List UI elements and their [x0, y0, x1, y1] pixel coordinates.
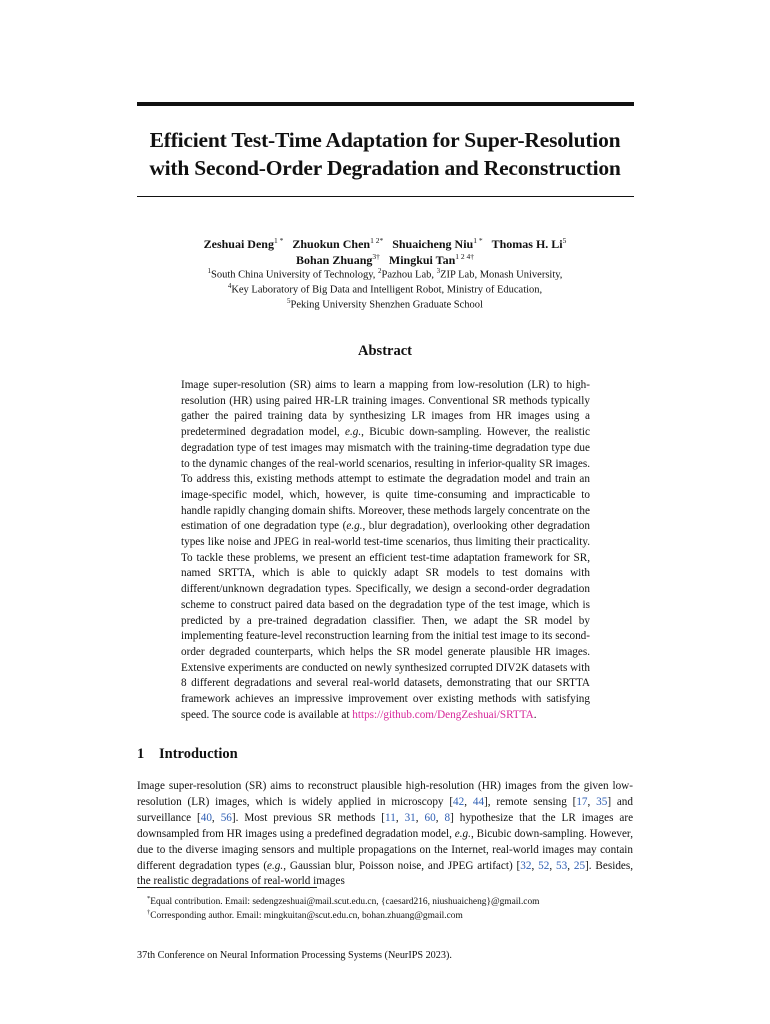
- citation-separator: ,: [531, 859, 539, 872]
- author-marker: 1 *: [473, 236, 483, 245]
- footnote-text: Equal contribution. Email: sedengzeshuai@mail.scut.edu.cn, {caesard216, niushuaicheng}@gmail.com: [150, 897, 540, 908]
- section-heading: [137, 746, 238, 763]
- affil-marker: 3: [436, 267, 441, 275]
- author-name: Shuaicheng Niu: [392, 237, 474, 251]
- citation-link[interactable]: 44: [472, 795, 485, 808]
- citation-separator: ,: [567, 859, 574, 872]
- citation-separator: ,: [464, 795, 473, 808]
- footnote-marker: †: [147, 909, 151, 916]
- citation-link[interactable]: 52: [538, 859, 550, 872]
- intro-text: ]. Most previous SR methods [: [231, 811, 386, 824]
- title-bottom-rule: [137, 196, 634, 197]
- citation-separator: ,: [549, 859, 556, 872]
- citation-separator: ,: [587, 795, 597, 808]
- affil-marker: 4: [227, 282, 232, 290]
- citation-separator: ,: [395, 811, 405, 824]
- author-name: Bohan Zhuang: [295, 253, 373, 267]
- source-code-link[interactable]: https://github.com/DengZeshuai/SRTTA: [352, 708, 534, 721]
- author-marker: 5: [562, 236, 567, 245]
- author-marker: 3†: [372, 252, 380, 261]
- affiliation-line-3: [90, 294, 680, 313]
- citation-link[interactable]: 25: [573, 859, 586, 872]
- author-marker: 1 2*: [370, 236, 384, 245]
- intro-text: , Bicubic down-sampling. However, due to the diverse imaging sensors and multiple propagations on the Internet, real-world images may contain different degradation types (: [137, 827, 633, 872]
- intro-emphasis: e.g.: [454, 827, 471, 840]
- title-line-1: Efficient Test-Time Adaptation for Super-Resolution: [149, 128, 621, 152]
- paper-title: [100, 126, 670, 182]
- footnote-marker: *: [147, 895, 151, 902]
- footnote-text: Corresponding author. Email: mingkuitan@scut.edu.cn, bohan.zhuang@gmail.com: [150, 911, 463, 922]
- affiliation-text: Key Laboratory of Big Data and Intelligent Robot, Ministry of Education,: [231, 284, 543, 296]
- citation-link[interactable]: 11: [385, 811, 396, 824]
- section-title: Introduction: [159, 746, 238, 762]
- title-line-2: with Second-Order Degradation and Reconstruction: [149, 156, 621, 180]
- citation-separator: ,: [435, 811, 445, 824]
- intro-text: , Gaussian blur, Poisson noise, and JPEG artifact) [: [283, 859, 521, 872]
- citation-link[interactable]: 42: [453, 795, 465, 808]
- author-marker: 1 2 4†: [455, 252, 474, 261]
- abstract-text: .: [533, 708, 537, 721]
- section-number: 1: [137, 746, 145, 762]
- abstract-body: [181, 378, 590, 723]
- citation-link[interactable]: 35: [596, 795, 608, 808]
- title-top-rule: [137, 102, 634, 106]
- affiliation-text: South China University of Technology,: [211, 269, 379, 281]
- author-name: Zeshuai Deng: [203, 237, 274, 251]
- affiliation-text: Peking University Shenzhen Graduate School: [290, 299, 483, 311]
- author-name: Mingkui Tan: [388, 253, 456, 267]
- citation-link[interactable]: 17: [576, 795, 588, 808]
- abstract-text: , Bicubic down-sampling. However, the realistic degradation type of test images may mismatch with the training-time degradation type due to the dynamic changes of the real-world scenarios, resulting in inferior-quality SR images. To address this, existing methods attempt to estimate the degradation model and train an image-specific model, which, however, is quite time-consuming and impracticable to handle rapidly changing domain shifts. Moreover, these methods largely concentrate on the estimation of one degradation type (: [181, 426, 590, 533]
- citation-separator: ,: [211, 811, 221, 824]
- citation-link[interactable]: 53: [556, 859, 568, 872]
- intro-emphasis: e.g.: [267, 859, 284, 872]
- affiliation-text: Pazhou Lab,: [381, 269, 437, 281]
- citation-separator: ,: [415, 811, 425, 824]
- affil-marker: 2: [378, 267, 382, 275]
- intro-text: ] and surveillance [: [137, 795, 633, 824]
- abstract-text: Image super-resolution (SR) aims to learn a mapping from low-resolution (LR) to high-resolution (HR) using paired HR-LR training images. Conventional SR methods typically gather the paired training data by synthesizing LR images from HR images using a predetermined degradation model,: [181, 379, 590, 439]
- conference-note: 37th Conference on Neural Information Processing Systems (NeurIPS 2023).: [137, 950, 452, 961]
- intro-text: ], remote sensing [: [484, 795, 577, 808]
- footnote-rule: [137, 887, 317, 888]
- intro-paragraph: [137, 779, 633, 890]
- affiliation-text: ZIP Lab, Monash University,: [440, 269, 563, 281]
- citation-link[interactable]: 56: [220, 811, 232, 824]
- citation-link[interactable]: 60: [424, 811, 436, 824]
- footnote-corresponding-author: [147, 906, 463, 923]
- author-name: Thomas H. Li: [491, 237, 563, 251]
- citation-link[interactable]: 40: [200, 811, 212, 824]
- abstract-heading: Abstract: [358, 343, 412, 359]
- citation-link[interactable]: 8: [444, 811, 451, 824]
- author-name: Zhuokun Chen: [292, 237, 371, 251]
- citation-link[interactable]: 31: [404, 811, 416, 824]
- citation-link[interactable]: 32: [520, 859, 532, 872]
- intro-text: ] hypothesize that the LR images are downsampled from HR images using a predefined degradation model,: [137, 811, 634, 840]
- affil-marker: 5: [287, 297, 291, 305]
- affil-marker: 1: [207, 267, 212, 275]
- author-marker: 1 *: [273, 236, 284, 245]
- abstract-emphasis: e.g.: [346, 520, 363, 533]
- abstract-text: , blur degradation), overlooking other degradation types like noise and JPEG in real-world test-time scenarios, thus limiting their practicality. To tackle these problems, we present an efficient test-time adaptation framework for SR, named SRTTA, which is able to quickly adapt SR models to test domains with different/unknown degradation types. Specifically, we design a second-order degradation scheme to construct paired data based on the degradation type of the test image, which is predicted by a pre-trained degradation classifier. Then, we adapt the SR model by implementing feature-level reconstruction learning from the initial test image to its second-order degraded counterparts, which helps the SR model generate plausible HR images. Extensive experiments are conducted on newly synthesized corrupted DIV2K datasets with 8 different degradations and several real-world datasets, demonstrating that our SRTTA framework achieves an impressive improvement over existing methods with satisfying speed. The source code is available at: [181, 520, 590, 721]
- intro-text: Image super-resolution (SR) aims to reconstruct plausible high-resolution (HR) images from the given low-resolution (LR) images, which is widely applied in microscopy [: [137, 780, 633, 808]
- intro-text: ]. Besides, the realistic degradations of real-world images: [137, 859, 634, 888]
- abstract-emphasis: e.g.: [345, 426, 362, 439]
